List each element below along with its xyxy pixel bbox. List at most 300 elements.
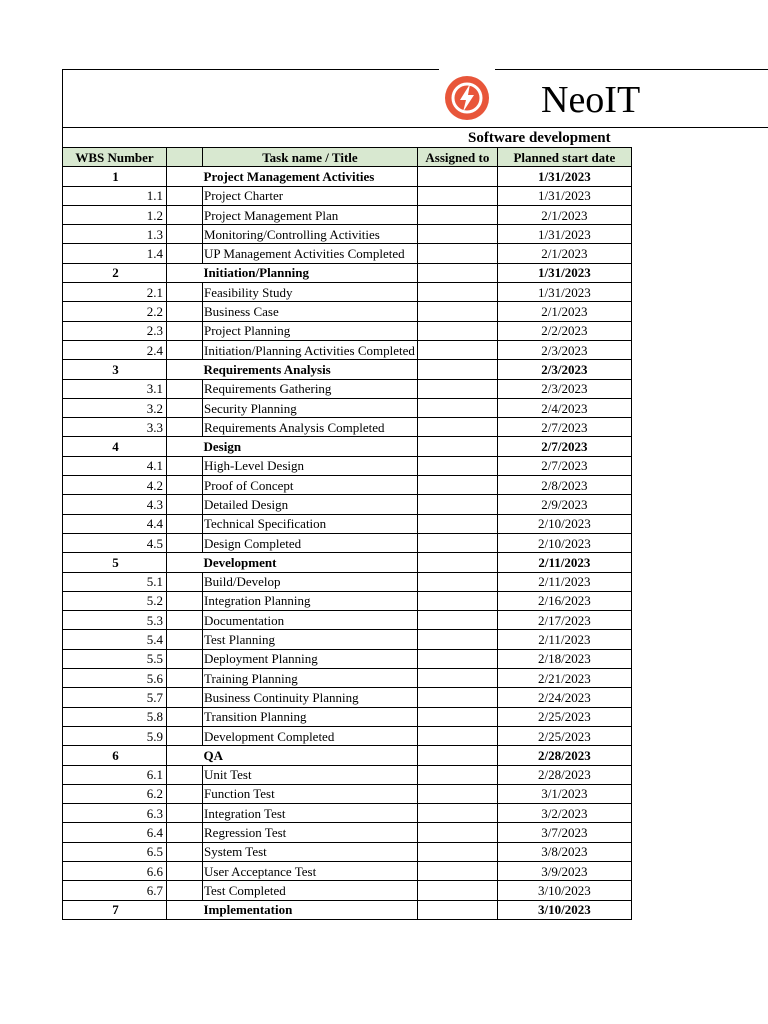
wbs-text: 1.3 [146,226,163,242]
wbs-text: 5.4 [146,632,163,648]
task-text: Detailed Design [204,496,289,512]
start-date-cell[interactable] [497,784,631,803]
table-row [63,611,632,630]
wbs-table [62,147,632,920]
wbs-text: 6.7 [146,882,163,898]
task-cell[interactable] [203,533,418,552]
table-row [63,881,632,900]
column-header-blank[interactable] [167,148,203,167]
start-date-cell[interactable] [497,437,631,456]
task-cell[interactable] [203,553,418,572]
table-body [63,167,632,920]
assigned-cell[interactable] [417,533,497,552]
task-cell[interactable] [203,611,418,630]
task-cell[interactable] [203,514,418,533]
assigned-cell[interactable] [417,804,497,823]
wbs-text: 1.2 [146,207,163,223]
wbs-text: 4.3 [146,496,163,512]
table-row [63,186,632,205]
wbs-cell[interactable] [63,842,167,861]
blank-cell[interactable] [167,437,203,456]
table-row-summary [63,900,632,919]
blank-cell[interactable] [167,514,203,533]
assigned-cell[interactable] [417,437,497,456]
task-cell[interactable] [203,205,418,224]
task-cell[interactable] [203,707,418,726]
assigned-cell[interactable] [417,553,497,572]
wbs-cell[interactable] [63,418,167,437]
start-date-text: 2/7/2023 [541,439,588,455]
blank-cell[interactable] [167,340,203,359]
table-row-summary [63,437,632,456]
blank-cell[interactable] [167,167,203,186]
wbs-text: 5.1 [146,574,163,590]
task-text: Deployment Planning [204,651,318,667]
wbs-text: 5.9 [146,728,163,744]
start-date-cell[interactable] [497,244,631,263]
wbs-cell[interactable] [63,244,167,263]
assigned-cell[interactable] [417,244,497,263]
assigned-cell[interactable] [417,572,497,591]
wbs-cell[interactable] [63,302,167,321]
assigned-cell[interactable] [417,649,497,668]
task-text: Requirements Analysis Completed [204,419,385,435]
table-row [63,842,632,861]
task-cell[interactable] [203,167,418,186]
wbs-text: 4.5 [146,535,163,551]
start-date-cell[interactable] [497,205,631,224]
start-date-cell[interactable] [497,611,631,630]
assigned-cell[interactable] [417,823,497,842]
assigned-cell[interactable] [417,283,497,302]
start-date-cell[interactable] [497,456,631,475]
task-cell[interactable] [203,340,418,359]
brand-name: NeoIT [541,79,641,121]
start-date-cell[interactable] [497,186,631,205]
column-header-assigned[interactable]: Assigned to [417,148,497,167]
assigned-cell[interactable] [417,746,497,765]
task-text: Build/Develop [204,574,281,590]
assigned-cell[interactable] [417,379,497,398]
start-date-cell[interactable] [497,900,631,919]
start-date-cell[interactable] [497,823,631,842]
wbs-cell[interactable] [63,726,167,745]
blank-cell[interactable] [167,591,203,610]
assigned-cell[interactable] [417,418,497,437]
task-cell[interactable] [203,360,418,379]
assigned-cell[interactable] [417,842,497,861]
start-date-text: 2/3/2023 [541,381,588,397]
task-cell[interactable] [203,398,418,417]
wbs-text: 1.4 [146,246,163,262]
task-cell[interactable] [203,225,418,244]
task-text: UP Management Activities Completed [204,246,405,262]
task-text: Design [203,439,242,455]
table-row [63,514,632,533]
wbs-cell[interactable] [63,167,167,186]
wbs-text: 4.4 [146,516,163,532]
start-date-cell[interactable] [497,553,631,572]
blank-cell[interactable] [167,572,203,591]
blank-cell[interactable] [167,476,203,495]
wbs-cell[interactable] [63,456,167,475]
start-date-text: 3/7/2023 [541,825,588,841]
assigned-cell[interactable] [417,514,497,533]
start-date-cell[interactable] [497,726,631,745]
task-text: Project Management Activities [203,168,375,184]
blank-cell[interactable] [167,533,203,552]
start-date-text: 2/2/2023 [541,323,588,339]
start-date-cell[interactable] [497,398,631,417]
task-cell[interactable] [203,321,418,340]
task-text: Design Completed [204,535,302,551]
table-row [63,476,632,495]
start-date-cell[interactable] [497,225,631,244]
assigned-cell[interactable] [417,186,497,205]
task-text: Requirements Analysis [203,361,331,377]
start-date-text: 2/3/2023 [541,361,588,377]
start-date-text: 2/1/2023 [541,304,588,320]
blank-cell[interactable] [167,707,203,726]
task-cell[interactable] [203,823,418,842]
start-date-text: 3/1/2023 [541,786,588,802]
wbs-cell[interactable] [63,900,167,919]
task-cell[interactable] [203,186,418,205]
table-row [63,591,632,610]
task-cell[interactable] [203,418,418,437]
start-date-cell[interactable] [497,379,631,398]
table-row [63,244,632,263]
wbs-cell[interactable] [63,495,167,514]
assigned-cell[interactable] [417,476,497,495]
task-cell[interactable] [203,881,418,900]
wbs-text: 6.5 [146,844,163,860]
wbs-cell[interactable] [63,861,167,880]
start-date-cell[interactable] [497,321,631,340]
wbs-text: 5.6 [146,670,163,686]
task-cell[interactable] [203,726,418,745]
start-date-cell[interactable] [497,572,631,591]
start-date-text: 3/8/2023 [541,844,588,860]
task-text: Function Test [204,786,275,802]
table-row-summary [63,746,632,765]
task-cell[interactable] [203,688,418,707]
table-row [63,340,632,359]
blank-cell[interactable] [167,746,203,765]
task-cell[interactable] [203,804,418,823]
blank-cell[interactable] [167,842,203,861]
wbs-cell[interactable] [63,572,167,591]
task-text: Technical Specification [204,516,327,532]
start-date-cell[interactable] [497,591,631,610]
task-cell[interactable] [203,842,418,861]
wbs-cell[interactable] [63,398,167,417]
task-text: High-Level Design [204,458,305,474]
start-date-cell[interactable] [497,533,631,552]
wbs-cell[interactable] [63,804,167,823]
start-date-text: 2/7/2023 [541,458,588,474]
task-cell[interactable] [203,900,418,919]
wbs-cell[interactable] [63,437,167,456]
wbs-cell[interactable] [63,784,167,803]
assigned-cell[interactable] [417,205,497,224]
assigned-cell[interactable] [417,611,497,630]
assigned-cell[interactable] [417,726,497,745]
assigned-cell[interactable] [417,707,497,726]
task-cell[interactable] [203,437,418,456]
wbs-text: 3.3 [146,419,163,435]
blank-cell[interactable] [167,669,203,688]
start-date-text: 3/9/2023 [541,863,588,879]
table-row [63,649,632,668]
task-cell[interactable] [203,765,418,784]
start-date-cell[interactable] [497,804,631,823]
blank-cell[interactable] [167,553,203,572]
wbs-cell[interactable] [63,533,167,552]
wbs-cell[interactable] [63,225,167,244]
start-date-cell[interactable] [497,765,631,784]
task-cell[interactable] [203,784,418,803]
table-row [63,225,632,244]
brand-banner [62,69,768,127]
start-date-text: 2/3/2023 [541,342,588,358]
task-text: Transition Planning [204,709,307,725]
table-row-summary [63,167,632,186]
blank-cell[interactable] [167,186,203,205]
wbs-text: 3 [112,361,119,377]
wbs-cell[interactable] [63,630,167,649]
assigned-cell[interactable] [417,881,497,900]
table-row [63,495,632,514]
task-cell[interactable] [203,379,418,398]
wbs-text: 2 [112,265,119,281]
start-date-text: 2/10/2023 [538,516,591,532]
task-text: Unit Test [204,767,252,783]
task-text: Development [203,554,277,570]
blank-cell[interactable] [167,823,203,842]
assigned-cell[interactable] [417,321,497,340]
wbs-cell[interactable] [63,591,167,610]
wbs-cell[interactable] [63,688,167,707]
start-date-text: 2/28/2023 [538,767,591,783]
blank-cell[interactable] [167,418,203,437]
assigned-cell[interactable] [417,340,497,359]
assigned-cell[interactable] [417,784,497,803]
wbs-text: 5.2 [146,593,163,609]
start-date-text: 1/31/2023 [538,265,591,281]
table-row-summary [63,263,632,282]
wbs-cell[interactable] [63,669,167,688]
assigned-cell[interactable] [417,167,497,186]
assigned-cell[interactable] [417,765,497,784]
blank-cell[interactable] [167,784,203,803]
assigned-cell[interactable] [417,225,497,244]
task-text: Feasibility Study [204,284,293,300]
blank-cell[interactable] [167,456,203,475]
wbs-cell[interactable] [63,263,167,282]
assigned-cell[interactable] [417,861,497,880]
blank-cell[interactable] [167,765,203,784]
task-cell[interactable] [203,630,418,649]
assigned-cell[interactable] [417,398,497,417]
blank-cell[interactable] [167,379,203,398]
wbs-cell[interactable] [63,321,167,340]
start-date-cell[interactable] [497,688,631,707]
task-text: Business Continuity Planning [204,689,359,705]
task-cell[interactable] [203,476,418,495]
start-date-text: 1/31/2023 [538,188,591,204]
wbs-cell[interactable] [63,707,167,726]
start-date-text: 1/31/2023 [538,226,591,242]
table-row [63,630,632,649]
task-cell[interactable] [203,669,418,688]
blank-cell[interactable] [167,263,203,282]
column-header-wbs[interactable]: WBS Number [63,148,167,167]
blank-cell[interactable] [167,804,203,823]
blank-cell[interactable] [167,244,203,263]
start-date-cell[interactable] [497,746,631,765]
blank-cell[interactable] [167,881,203,900]
blank-cell[interactable] [167,360,203,379]
table-row [63,688,632,707]
task-cell[interactable] [203,495,418,514]
wbs-cell[interactable] [63,746,167,765]
table-row [63,726,632,745]
start-date-cell[interactable] [497,649,631,668]
wbs-cell[interactable] [63,553,167,572]
column-header-task[interactable]: Task name / Title [203,148,418,167]
blank-cell[interactable] [167,649,203,668]
start-date-cell[interactable] [497,842,631,861]
task-text: User Acceptance Test [204,863,317,879]
wbs-cell[interactable] [63,340,167,359]
start-date-cell[interactable] [497,360,631,379]
wbs-cell[interactable] [63,881,167,900]
sheet-subtitle: Software development [468,130,611,146]
task-cell[interactable] [203,456,418,475]
start-date-text: 2/7/2023 [541,419,588,435]
task-cell[interactable] [203,746,418,765]
task-cell[interactable] [203,649,418,668]
assigned-cell[interactable] [417,688,497,707]
start-date-text: 3/2/2023 [541,805,588,821]
task-cell[interactable] [203,861,418,880]
blank-cell[interactable] [167,861,203,880]
start-date-text: 1/31/2023 [538,168,591,184]
blank-cell[interactable] [167,688,203,707]
start-date-text: 2/24/2023 [538,689,591,705]
blank-cell[interactable] [167,302,203,321]
start-date-cell[interactable] [497,707,631,726]
start-date-cell[interactable] [497,881,631,900]
task-cell[interactable] [203,263,418,282]
wbs-cell[interactable] [63,186,167,205]
task-cell[interactable] [203,283,418,302]
task-text: Project Planning [204,323,291,339]
wbs-cell[interactable] [63,360,167,379]
assigned-cell[interactable] [417,900,497,919]
assigned-cell[interactable] [417,669,497,688]
task-text: System Test [204,844,267,860]
wbs-cell[interactable] [63,379,167,398]
wbs-cell[interactable] [63,823,167,842]
wbs-cell[interactable] [63,205,167,224]
assigned-cell[interactable] [417,630,497,649]
wbs-cell[interactable] [63,514,167,533]
blank-cell[interactable] [167,726,203,745]
assigned-cell[interactable] [417,263,497,282]
table-row [63,784,632,803]
table-row [63,321,632,340]
wbs-text: 6 [112,747,119,763]
start-date-cell[interactable] [497,167,631,186]
wbs-cell[interactable] [63,476,167,495]
start-date-cell[interactable] [497,476,631,495]
task-cell[interactable] [203,591,418,610]
task-cell[interactable] [203,572,418,591]
start-date-cell[interactable] [497,263,631,282]
wbs-text: 6.1 [146,767,163,783]
blank-cell[interactable] [167,205,203,224]
table-row [63,283,632,302]
task-text: Test Planning [204,632,275,648]
assigned-cell[interactable] [417,495,497,514]
start-date-cell[interactable] [497,861,631,880]
task-text: Security Planning [204,400,297,416]
start-date-text: 2/1/2023 [541,207,588,223]
wbs-text: 3.1 [146,381,163,397]
start-date-text: 2/21/2023 [538,670,591,686]
table-row [63,707,632,726]
spreadsheet [62,69,768,949]
table-row [63,379,632,398]
start-date-cell[interactable] [497,418,631,437]
start-date-cell[interactable] [497,302,631,321]
blank-cell[interactable] [167,495,203,514]
start-date-cell[interactable] [497,340,631,359]
start-date-cell[interactable] [497,495,631,514]
task-text: Monitoring/Controlling Activities [204,226,380,242]
task-text: Integration Test [204,805,286,821]
start-date-cell[interactable] [497,630,631,649]
task-cell[interactable] [203,244,418,263]
column-header-start[interactable]: Planned start date [497,148,631,167]
start-date-cell[interactable] [497,514,631,533]
assigned-cell[interactable] [417,302,497,321]
blank-cell[interactable] [167,283,203,302]
task-text: Test Completed [204,882,286,898]
start-date-cell[interactable] [497,669,631,688]
task-text: Project Management Plan [204,207,339,223]
blank-cell[interactable] [167,630,203,649]
start-date-text: 2/11/2023 [538,574,591,590]
blank-cell[interactable] [167,611,203,630]
blank-cell[interactable] [167,321,203,340]
blank-cell[interactable] [167,225,203,244]
wbs-cell[interactable] [63,765,167,784]
assigned-cell[interactable] [417,456,497,475]
table-row [63,804,632,823]
blank-cell[interactable] [167,398,203,417]
wbs-cell[interactable] [63,283,167,302]
task-cell[interactable] [203,302,418,321]
wbs-cell[interactable] [63,611,167,630]
assigned-cell[interactable] [417,360,497,379]
wbs-cell[interactable] [63,649,167,668]
assigned-cell[interactable] [417,591,497,610]
start-date-cell[interactable] [497,283,631,302]
blank-cell[interactable] [167,900,203,919]
